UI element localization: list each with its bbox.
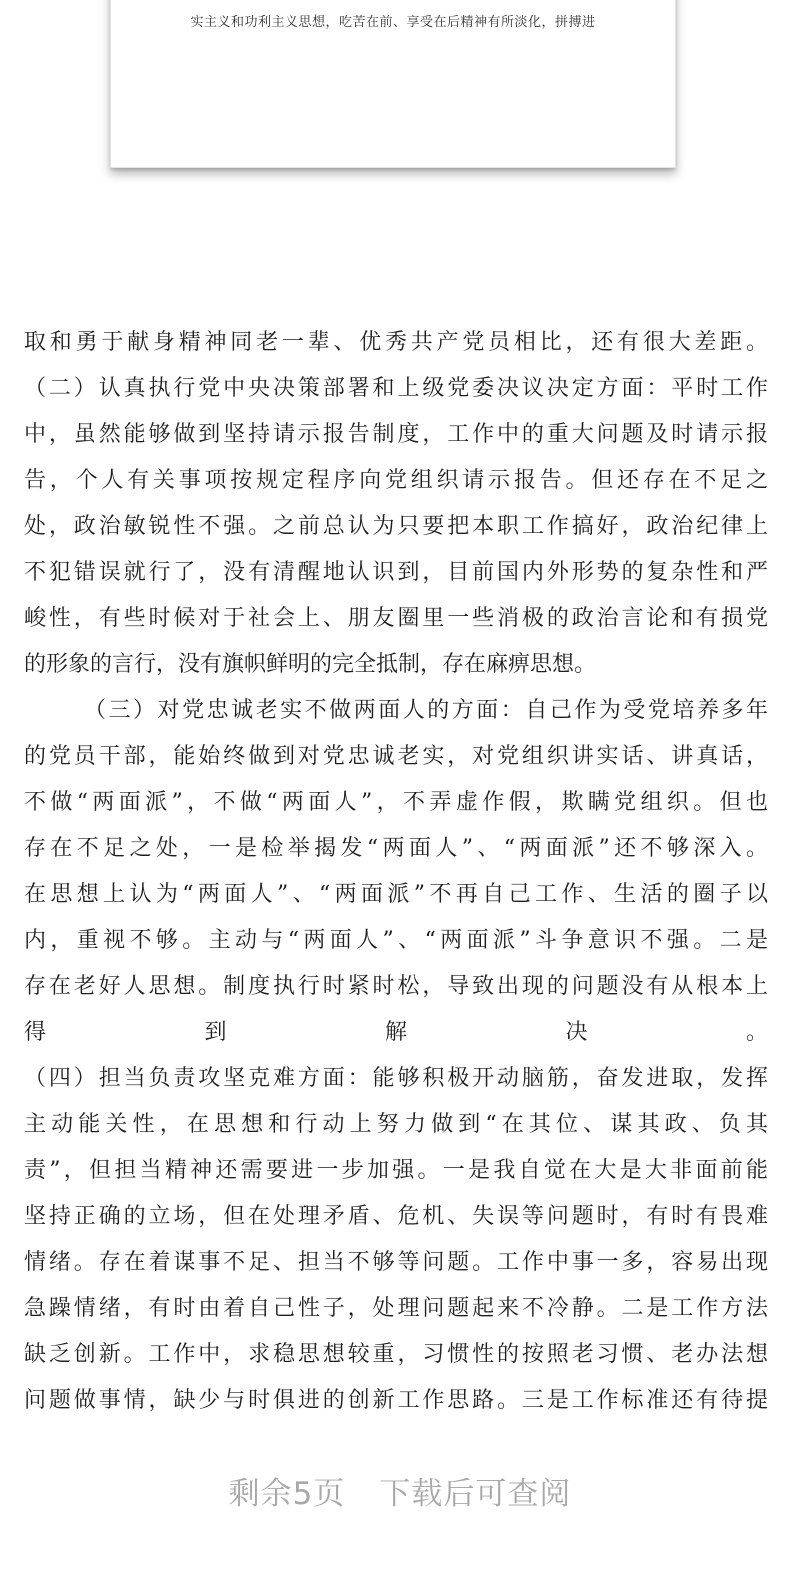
- text-line: 坚持正确的立场，但在处理矛盾、危机、失误等问题时，有时有畏难: [24, 1204, 768, 1229]
- text-line: 责”，但担当精神还需要进一步加强。一是我自觉在大是大非面前能: [24, 1158, 768, 1183]
- text-line: 中，虽然能够做到坚持请示报告制度，工作中的重大问题及时请示报: [24, 422, 768, 447]
- text-line: 不犯错误就行了，没有清醒地认识到，目前国内外形势的复杂性和严: [24, 560, 768, 585]
- text-line: 得到解决。: [24, 1020, 768, 1045]
- text-line: 存在老好人思想。制度执行时紧时松，导致出现的问题没有从根本上: [24, 974, 768, 999]
- text-line: 的党员干部，能始终做到对党忠诚老实，对党组织讲实话、讲真话，: [24, 744, 768, 769]
- text-line: 的形象的言行，没有旗帜鲜明的完全抵制，存在麻痹思想。: [24, 652, 597, 677]
- text-line: 存在不足之处，一是检举揭发“两面人”、“两面派”还不够深入。: [24, 836, 768, 861]
- text-line: 情绪。存在着谋事不足、担当不够等问题。工作中事一多，容易出现: [24, 1250, 768, 1275]
- remaining-pages-label[interactable]: 剩余5页: [228, 1476, 346, 1512]
- document-body: [24, 320, 768, 1424]
- text-line: 峻性，有些时候对于社会上、朋友圈里一些消极的政治言论和有损党: [24, 606, 768, 631]
- text-line: 内，重视不够。主动与“两面人”、“两面派”斗争意识不强。二是: [24, 928, 768, 953]
- text-line: 缺乏创新。工作中，求稳思想较重，习惯性的按照老习惯、老办法想: [24, 1342, 768, 1367]
- download-prompt[interactable]: [0, 1468, 800, 1513]
- text-line: （四）担当负责攻坚克难方面：能够积极开动脑筋，奋发进取，发挥: [24, 1066, 768, 1091]
- text-line: 主动能关性，在思想和行动上努力做到“在其位、谋其政、负其: [24, 1112, 768, 1137]
- text-line: 在思想上认为“两面人”、“两面派”不再自己工作、生活的圈子以: [24, 882, 768, 907]
- preview-text: 实主义和功利主义思想，吃苦在前、享受在后精神有所淡化，拼搏进: [190, 15, 596, 30]
- text-line: （二）认真执行党中央决策部署和上级党委决议决定方面：平时工作: [24, 376, 768, 401]
- text-line: 不做“两面派”，不做“两面人”，不弄虚作假，欺瞒党组织。但也: [24, 790, 768, 815]
- text-line: 问题做事情，缺少与时俱进的创新工作思路。三是工作标准还有待提: [24, 1388, 768, 1413]
- text-line: 处，政治敏锐性不强。之前总认为只要把本职工作搞好，政治纪律上: [24, 514, 768, 539]
- text-line: （三）对党忠诚老实不做两面人的方面：自己作为受党培养多年: [84, 698, 768, 723]
- text-line: 急躁情绪，有时由着自己性子，处理问题起来不冷静。二是工作方法: [24, 1296, 768, 1321]
- download-hint-label[interactable]: 下载后可查阅: [379, 1476, 572, 1512]
- text-line: 取和勇于献身精神同老一辈、优秀共产党员相比，还有很大差距。: [24, 330, 768, 355]
- text-line: 告，个人有关事项按规定程序向党组织请示报告。但还存在不足之: [24, 468, 768, 493]
- page-preview-card: [110, 0, 676, 168]
